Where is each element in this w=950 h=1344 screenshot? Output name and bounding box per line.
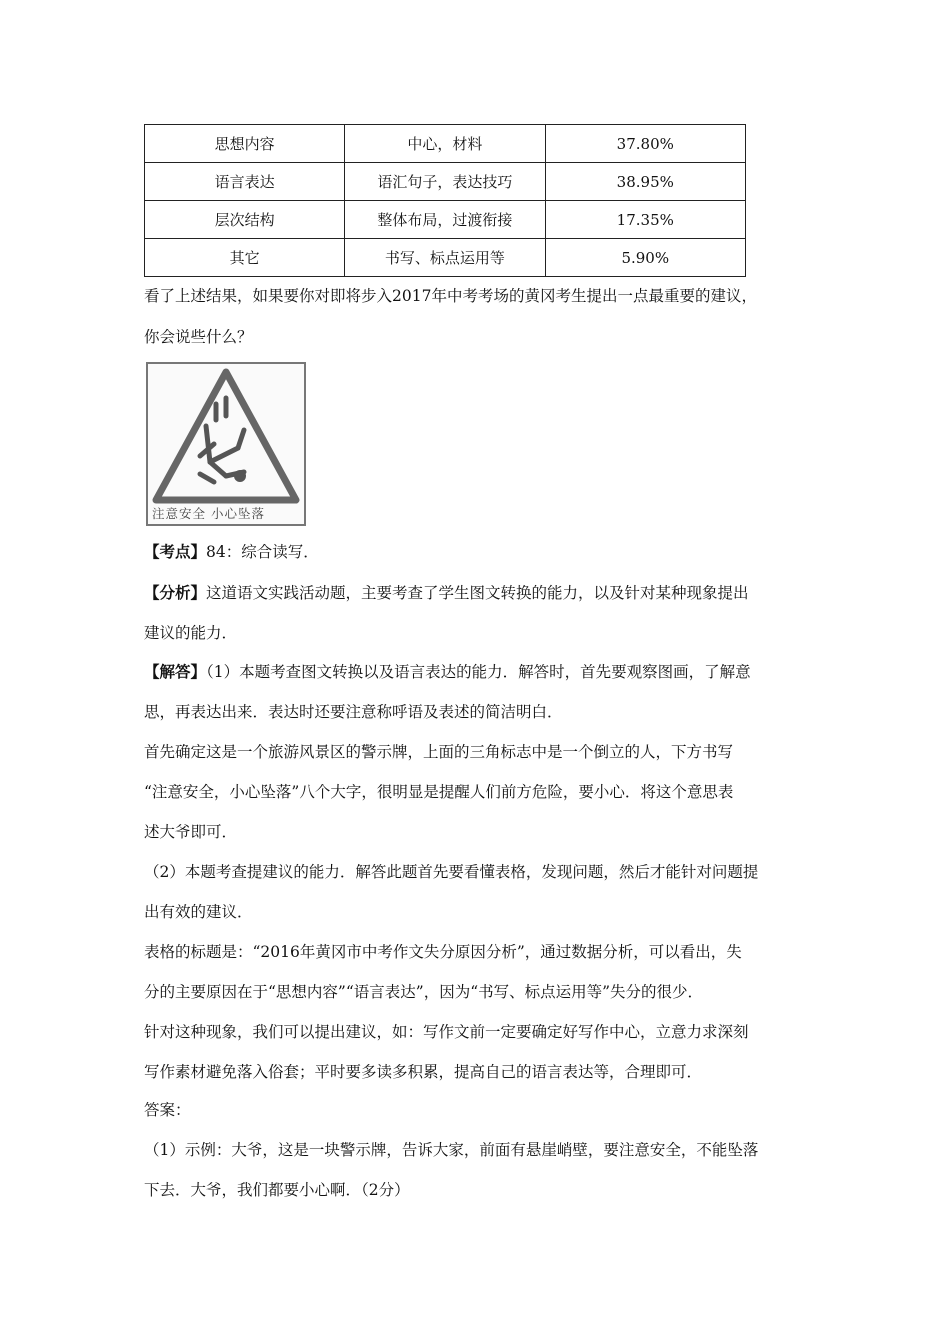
table-row <box>145 163 746 201</box>
jieda-line-10: 针对这种现象，我们可以提出建议，如：写作文前一定要确定好写作中心，立意力求深刻 <box>144 1023 749 1041</box>
table-cell-percent: 5.90% <box>545 239 745 277</box>
jieda-line-7: 出有效的建议． <box>144 903 253 921</box>
table-cell-detail: 书写、标点运用等 <box>345 239 545 277</box>
jieda-line-2: 思，再表达出来．表达时还要注意称呼语及表述的简洁明白． <box>144 703 563 721</box>
table-cell-aspect: 层次结构 <box>145 201 345 239</box>
table-cell-percent: 37.80% <box>545 125 745 163</box>
score-loss-table <box>144 124 746 277</box>
jieda-line-4: “注意安全，小心坠落”八个大字，很明显是提醒人们前方危险，要小心．将这个意思表 <box>144 783 734 801</box>
warning-sign-image <box>146 362 306 526</box>
fenxi-text: 这道语文实践活动题，主要考查了学生图文转换的能力，以及针对某种现象提出 <box>206 584 749 602</box>
table-cell-aspect: 语言表达 <box>145 163 345 201</box>
table-cell-detail: 语汇句子，表达技巧 <box>345 163 545 201</box>
kaodian-text: 84：综合读写． <box>206 543 319 561</box>
table-cell-percent: 38.95% <box>545 163 745 201</box>
jieda-line-8: 表格的标题是：“2016年黄冈市中考作文失分原因分析”，通过数据分析，可以看出，失 <box>144 943 742 961</box>
table-cell-aspect: 其它 <box>145 239 345 277</box>
sign-caption: 注意安全 小心坠落 <box>152 506 265 521</box>
answer-line-2: 下去．大爷，我们都要小心啊．（2分） <box>144 1181 410 1199</box>
jieda-text: （1）本题考查图文转换以及语言表达的能力．解答时，首先要观察图画，了解意 <box>206 663 751 681</box>
table-cell-detail: 整体布局，过渡衔接 <box>345 201 545 239</box>
jieda-line-5: 述大爷即可． <box>144 823 238 841</box>
table-cell-aspect: 思想内容 <box>145 125 345 163</box>
jieda-line-9: 分的主要原因在于“思想内容”“语言表达”，因为“书写、标点运用等”失分的很少． <box>144 983 704 1001</box>
jieda-line-3: 首先确定这是一个旅游风景区的警示牌，上面的三角标志中是一个倒立的人，下方书写 <box>144 743 734 761</box>
fenxi-line-2: 建议的能力． <box>144 624 238 642</box>
table-row <box>145 201 746 239</box>
fenxi-line-1 <box>144 585 809 601</box>
jieda-line-6: （2）本题考查提建议的能力．解答此题首先要看懂表格，发现问题，然后才能针对问题提 <box>144 863 759 881</box>
falling-person-warning-icon <box>148 364 304 524</box>
question-line-2: 你会说些什么？ <box>144 328 253 346</box>
question-line-1: 看了上述结果，如果要你对即将步入2017年中考考场的黄冈考生提出一点最重要的建议， <box>144 287 757 305</box>
kaodian-line <box>144 544 809 560</box>
table-cell-percent: 17.35% <box>545 201 745 239</box>
table-row <box>145 125 746 163</box>
jieda-line-1 <box>144 664 809 680</box>
table-row <box>145 239 746 277</box>
fenxi-tag: 【分析】 <box>144 583 207 602</box>
answer-label: 答案： <box>144 1101 191 1119</box>
table-cell-detail: 中心，材料 <box>345 125 545 163</box>
kaodian-tag: 【考点】 <box>144 542 207 561</box>
answer-line-1: （1）示例：大爷，这是一块警示牌，告诉大家，前面有悬崖峭壁，要注意安全，不能坠落 <box>144 1141 759 1159</box>
table-body <box>145 125 746 277</box>
jieda-line-11: 写作素材避免落入俗套；平时要多读多积累，提高自己的语言表达等，合理即可． <box>144 1063 703 1081</box>
jieda-tag: 【解答】 <box>144 662 207 681</box>
